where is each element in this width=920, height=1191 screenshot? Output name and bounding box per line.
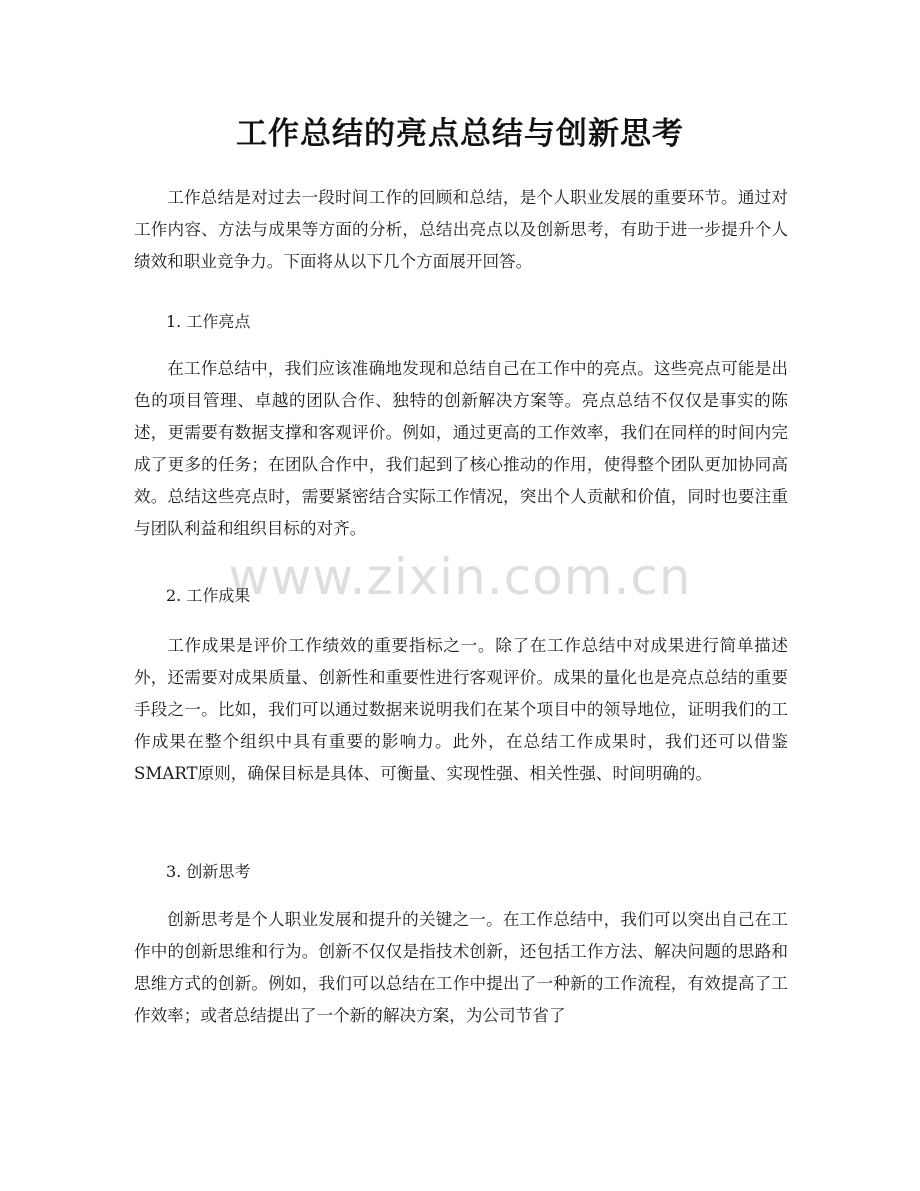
section-3-heading: 3. 创新思考 xyxy=(166,862,251,881)
section-1-body: 在工作总结中，我们应该准确地发现和总结自己在工作中的亮点。这些亮点可能是出色的项目管理、卓越的团队合作、独特的创新解决方案等。亮点总结不仅仅是事实的陈述，更需要有数据支撑和客观评价。例如，通过更高的工作效率，我们在同样的时间内完成了更多的任务；在团队合作中，我们起到了核心推动的作用，使得整个团队更加协同高效。总结这些亮点时，需要紧密结合实际工作情况，突出个人贡献和价值，同时也要注重与团队利益和组织目标的对齐。 xyxy=(134,359,788,538)
intro-paragraph: 工作总结是对过去一段时间工作的回顾和总结，是个人职业发展的重要环节。通过对工作内容、方法与成果等方面的分析，总结出亮点以及创新思考，有助于进一步提升个人绩效和职业竞争力。下面将从以下几个方面展开回答。 xyxy=(134,188,788,271)
section-1-heading: 1. 工作亮点 xyxy=(166,312,251,331)
document-title: 工作总结的亮点总结与创新思考 xyxy=(236,116,684,152)
section-2-heading: 2. 工作成果 xyxy=(166,586,251,605)
watermark: www.zixin.com.cn xyxy=(228,548,692,606)
section-2-body: 工作成果是评价工作绩效的重要指标之一。除了在工作总结中对成果进行简单描述外，还需要对成果质量、创新性和重要性进行客观评价。成果的量化也是亮点总结的重要手段之一。比如，我们可以通过数据来说明我们在某个项目中的领导地位，证明我们的工作成果在整个组织中具有重要的影响力。此外，在总结工作成果时，我们还可以借鉴SMART原则，确保目标是具体、可衡量、实现性强、相关性强、时间明确的。 xyxy=(134,636,788,783)
section-3-body: 创新思考是个人职业发展和提升的关键之一。在工作总结中，我们可以突出自己在工作中的创新思维和行为。创新不仅仅是指技术创新，还包括工作方法、解决问题的思路和思维方式的创新。例如，我们可以总结在工作中提出了一种新的工作流程，有效提高了工作效率；或者总结提出了一个新的解决方案，为公司节省了 xyxy=(134,910,788,1025)
